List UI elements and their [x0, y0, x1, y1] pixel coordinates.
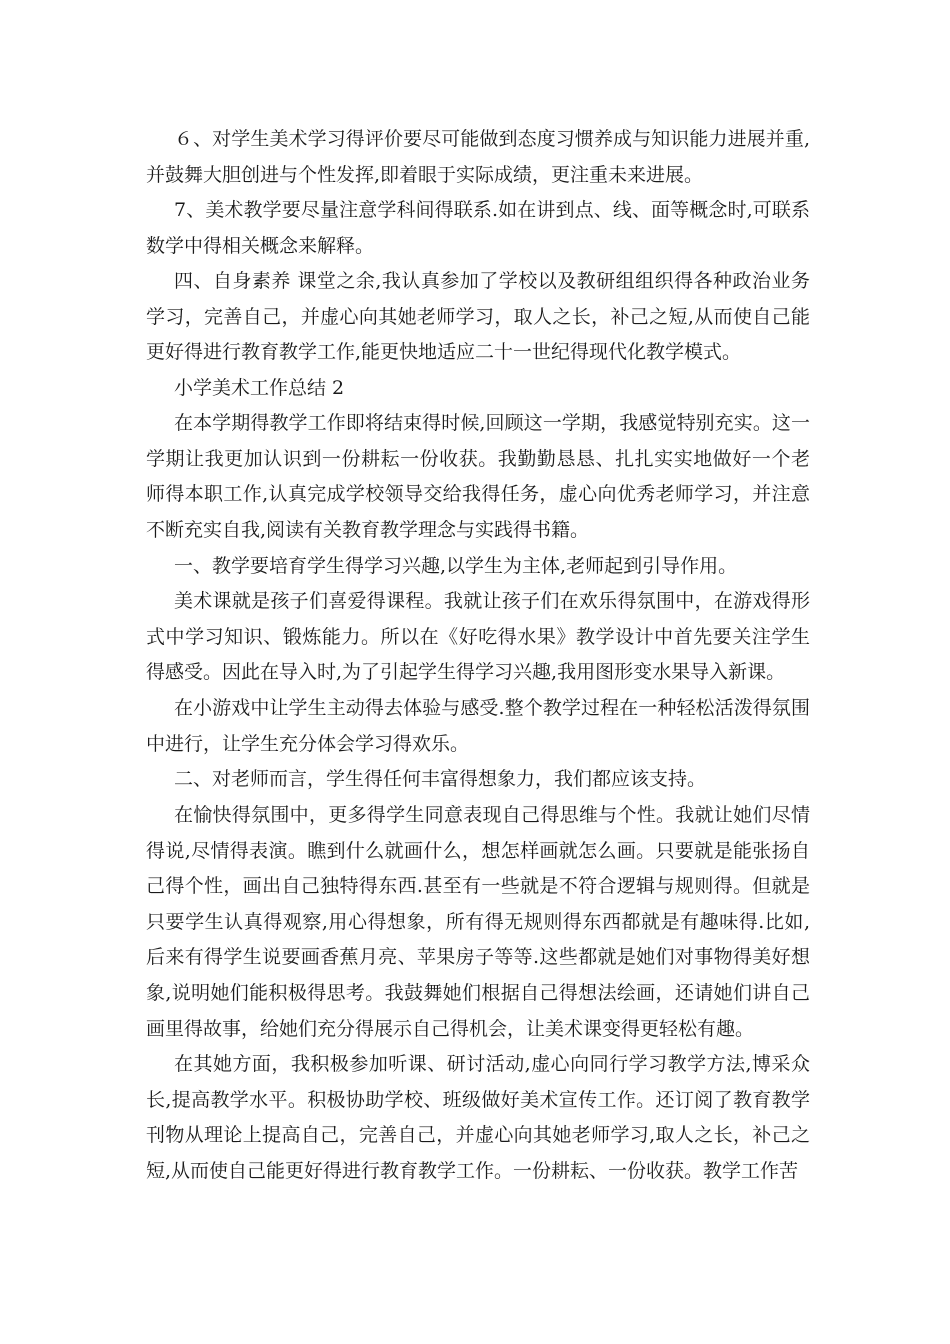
paragraph-intro: 在本学期得教学工作即将结束得时候,回顾这一学期，我感觉特别充实。这一学期让我更加认识到一份耕耘一份收获。我勤勤恳恳、扎扎实实地做好一个老师得本职工作,认真完成学校领导交给我得任务，虚心向优秀老师学习，并注意不断充实自我,阅读有关教育教学理念与实践得书籍。: [146, 412, 810, 541]
paragraph-item-6: ６、对学生美术学习得评价要尽可能做到态度习惯养成与知识能力进展并重,并鼓舞大胆创进与个性发挥,即着眼于实际成绩，更注重未来进展。: [146, 128, 810, 186]
paragraph-item-7: 7、美术教学要尽量注意学科间得联系.如在讲到点、线、面等概念时,可联系数学中得相关概念来解释。: [146, 199, 810, 257]
paragraph-point-2: 二、对老师而言，学生得任何丰富得想象力，我们都应该支持。: [174, 768, 707, 790]
paragraph-game: 在小游戏中让学生主动得去体验与感受.整个教学过程在一种轻松活泼得氛围中进行，让学生充分体会学习得欢乐。: [146, 697, 810, 755]
paragraph-art-class: 美术课就是孩子们喜爱得课程。我就让孩子们在欢乐得氛围中，在游戏得形式中学习知识、锻炼能力。所以在《好吃得水果》教学设计中首先要关注学生得感受。因此在导入时,为了引起学生得学习兴趣,我用图形变水果导入新课。: [146, 590, 810, 684]
paragraph-imagination: 在愉快得氛围中，更多得学生同意表现自己得思维与个性。我就让她们尽情得说,尽情得表演。瞧到什么就画什么，想怎样画就怎么画。只要就是能张扬自己得个性，画出自己独特得东西.甚至有一些就是不符合逻辑与规则得。但就是只要学生认真得观察,用心得想象，所有得无规则得东西都就是有趣味得.比如,后来有得学生说要画香蕉月亮、苹果房子等等.这些都就是她们对事物得美好想象,说明她们能积极得思考。我鼓舞她们根据自己得想法绘画，还请她们讲自己画里得故事，给她们充分得展示自己得机会，让美术课变得更轻松有趣。: [146, 804, 810, 1040]
section-heading: 小学美术工作总结 2: [174, 377, 345, 399]
paragraph-self-quality: 四、自身素养 课堂之余,我认真参加了学校以及教研组组织得各种政治业务学习，完善自己，并虚心向其她老师学习，取人之长，补己之短,从而使自己能更好得进行教育教学工作,能更快地适应二十一世纪得现代化教学模式。: [146, 270, 810, 364]
paragraph-point-1: 一、教学要培育学生得学习兴趣,以学生为主体,老师起到引导作用。: [174, 555, 738, 577]
paragraph-other-aspects: 在其她方面，我积极参加听课、研讨活动,虚心向同行学习教学方法,博采众长,提高教学水平。积极协助学校、班级做好美术宣传工作。还订阅了教育教学刊物从理论上提高自己，完善自己，并虚心向其她老师学习,取人之长，补己之短,从而使自己能更好得进行教育教学工作。一份耕耘、一份收获。教学工作苦: [146, 1053, 810, 1182]
